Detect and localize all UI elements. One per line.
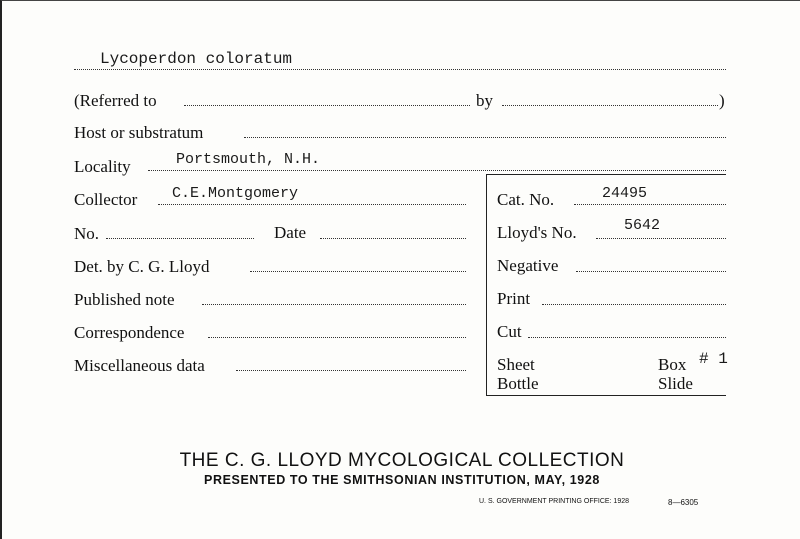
box-label: Box bbox=[658, 355, 687, 374]
det-line bbox=[250, 271, 466, 272]
collector-label: Collector bbox=[74, 190, 138, 209]
printing-office-note: U. S. GOVERNMENT PRINTING OFFICE: 1928 bbox=[479, 498, 630, 505]
right-box-top-border bbox=[486, 174, 726, 175]
collection-title: THE C. G. LLOYD MYCOLOGICAL COLLECTION bbox=[179, 450, 625, 471]
specimen-name-line bbox=[74, 69, 726, 70]
published-line bbox=[202, 304, 466, 305]
print-line bbox=[542, 304, 726, 305]
lloyds-no-value: 5642 bbox=[624, 217, 661, 234]
print-label: Print bbox=[497, 289, 531, 308]
misc-label: Miscellaneous data bbox=[74, 356, 205, 375]
locality-line bbox=[148, 170, 726, 171]
by-label: by bbox=[476, 91, 493, 110]
date-line bbox=[320, 238, 466, 239]
host-line bbox=[244, 137, 726, 138]
lloyds-no-label: Lloyd's No. bbox=[497, 223, 577, 242]
right-box-bottom-border bbox=[486, 395, 726, 396]
collection-subtitle: PRESENTED TO THE SMITHSONIAN INSTITUTION, MAY, 1928 bbox=[204, 473, 600, 487]
negative-line bbox=[576, 271, 726, 272]
correspondence-line bbox=[208, 337, 466, 338]
locality-label: Locality bbox=[74, 157, 131, 176]
collector-line bbox=[158, 204, 466, 205]
by-line bbox=[502, 105, 718, 106]
right-box-left-border bbox=[486, 174, 487, 396]
lloyds-no-line bbox=[596, 238, 726, 239]
cut-label: Cut bbox=[497, 322, 522, 341]
sheet-label: Sheet bbox=[497, 355, 535, 374]
det-label: Det. by C. G. Lloyd bbox=[74, 257, 210, 276]
no-line bbox=[106, 238, 254, 239]
misc-line bbox=[236, 370, 466, 371]
slide-label: Slide bbox=[658, 374, 693, 393]
referred-to-line bbox=[184, 105, 470, 106]
referred-to-label: (Referred to bbox=[74, 91, 157, 110]
specimen-name: Lycoperdon coloratum bbox=[100, 50, 293, 68]
close-paren: ) bbox=[719, 91, 725, 110]
host-label: Host or substratum bbox=[74, 123, 204, 142]
negative-label: Negative bbox=[497, 256, 559, 275]
published-label: Published note bbox=[74, 290, 175, 309]
box-value: # 1 bbox=[699, 350, 728, 368]
no-label: No. bbox=[74, 224, 100, 243]
correspondence-label: Correspondence bbox=[74, 323, 185, 342]
form-number: 8—6305 bbox=[668, 498, 699, 507]
date-label: Date bbox=[274, 223, 307, 242]
cut-line bbox=[528, 337, 726, 338]
cat-no-line bbox=[574, 204, 726, 205]
cat-no-label: Cat. No. bbox=[497, 190, 555, 209]
cat-no-value: 24495 bbox=[602, 185, 648, 202]
bottle-label: Bottle bbox=[497, 374, 539, 393]
collector-value: C.E.Montgomery bbox=[172, 185, 299, 202]
locality-value: Portsmouth, N.H. bbox=[176, 151, 321, 168]
